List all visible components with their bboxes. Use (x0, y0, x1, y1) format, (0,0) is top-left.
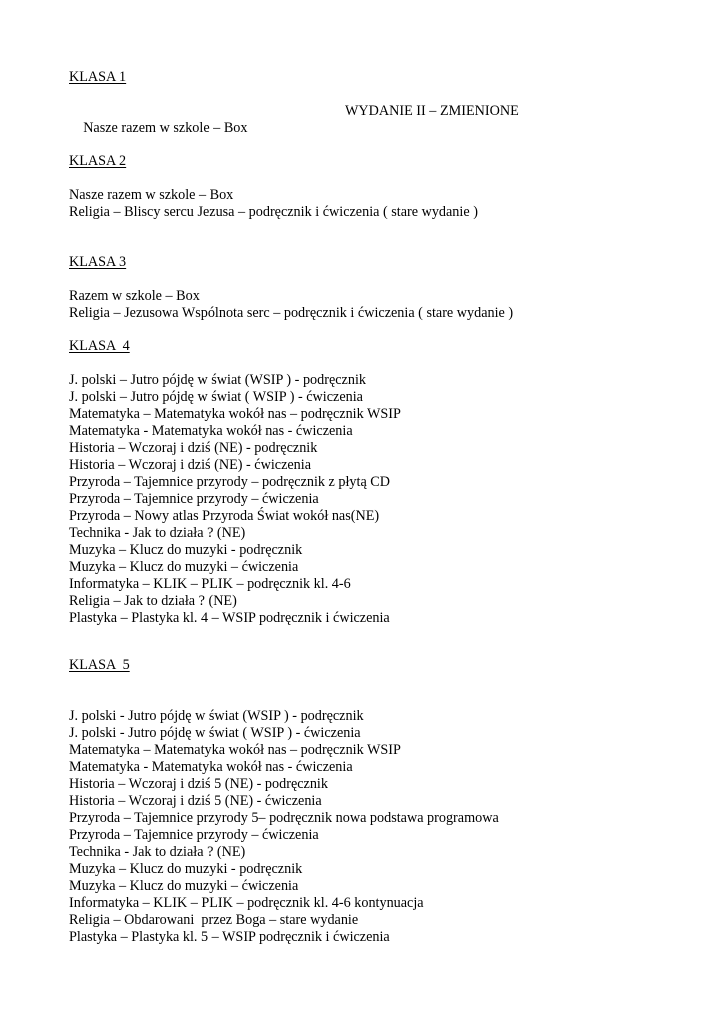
textbook-line: J. polski – Jutro pójdę w świat (WSIP ) - podręcznik (69, 372, 366, 388)
section-heading-klasa-1: KLASA 1 (69, 69, 127, 85)
section-heading-klasa-2: KLASA 2 (69, 153, 127, 169)
textbook-line: Nasze razem w szkole – Box (69, 187, 234, 203)
textbook-line: Informatyka – KLIK – PLIK – podręcznik kl. 4-6 kontynuacja (69, 895, 424, 911)
textbook-line: Przyroda – Tajemnice przyrody 5– podręcznik nowa podstawa programowa (69, 810, 499, 826)
textbook-line: Religia – Bliscy sercu Jezusa – podręcznik i ćwiczenia ( stare wydanie ) (69, 204, 478, 220)
textbook-line: Historia – Wczoraj i dziś (NE) - ćwiczenia (69, 457, 312, 473)
edition-note: WYDANIE II – ZMIENIONE (345, 103, 519, 119)
textbook-line: Historia – Wczoraj i dziś 5 (NE) - podręcznik (69, 776, 328, 792)
textbook-line: Religia – Obdarowani przez Boga – stare wydanie (69, 912, 359, 928)
textbook-line: J. polski - Jutro pójdę w świat ( WSIP ) - ćwiczenia (69, 725, 361, 741)
textbook-line: Przyroda – Tajemnice przyrody – ćwiczenia (69, 491, 319, 507)
textbook-line: Informatyka – KLIK – PLIK – podręcznik kl. 4-6 (69, 576, 351, 592)
textbook-line: Technika - Jak to działa ? (NE) (69, 844, 246, 860)
textbook-line: Matematyka – Matematyka wokół nas – podręcznik WSIP (69, 742, 401, 758)
textbook-line: Przyroda – Nowy atlas Przyroda Świat wokół nas(NE) (69, 508, 380, 524)
textbook-line: Plastyka – Plastyka kl. 4 – WSIP podręcznik i ćwiczenia (69, 610, 390, 626)
textbook-line: Plastyka – Plastyka kl. 5 – WSIP podręcznik i ćwiczenia (69, 929, 390, 945)
section-heading-klasa-5: KLASA 5 (69, 657, 130, 673)
textbook-line: Matematyka - Matematyka wokół nas - ćwiczenia (69, 423, 353, 439)
textbook-line: J. polski - Jutro pójdę w świat (WSIP ) - podręcznik (69, 708, 364, 724)
textbook-line: Historia – Wczoraj i dziś (NE) - podręcznik (69, 440, 318, 456)
textbook-line: Muzyka – Klucz do muzyki – ćwiczenia (69, 878, 299, 894)
section-heading-klasa-3: KLASA 3 (69, 254, 127, 270)
textbook-line: J. polski – Jutro pójdę w świat ( WSIP ) - ćwiczenia (69, 389, 363, 405)
textbook-line: Religia – Jak to działa ? (NE) (69, 593, 237, 609)
section-heading-klasa-4: KLASA 4 (69, 338, 130, 354)
textbook-title: Nasze razem w szkole – Box (83, 120, 248, 136)
textbook-line: Matematyka – Matematyka wokół nas – podręcznik WSIP (69, 406, 401, 422)
textbook-line: Przyroda – Tajemnice przyrody – ćwiczenia (69, 827, 319, 843)
textbook-line: Muzyka – Klucz do muzyki - podręcznik (69, 861, 303, 877)
textbook-line: Religia – Jezusowa Wspólnota serc – podręcznik i ćwiczenia ( stare wydanie ) (69, 305, 514, 321)
textbook-line: Muzyka – Klucz do muzyki – ćwiczenia (69, 559, 299, 575)
textbook-line: Matematyka - Matematyka wokół nas - ćwiczenia (69, 759, 353, 775)
textbook-line: Technika - Jak to działa ? (NE) (69, 525, 246, 541)
textbook-line: Muzyka – Klucz do muzyki - podręcznik (69, 542, 303, 558)
textbook-line: Razem w szkole – Box (69, 288, 200, 304)
textbook-line: Przyroda – Tajemnice przyrody – podręcznik z płytą CD (69, 474, 391, 490)
textbook-line: Historia – Wczoraj i dziś 5 (NE) - ćwiczenia (69, 793, 322, 809)
